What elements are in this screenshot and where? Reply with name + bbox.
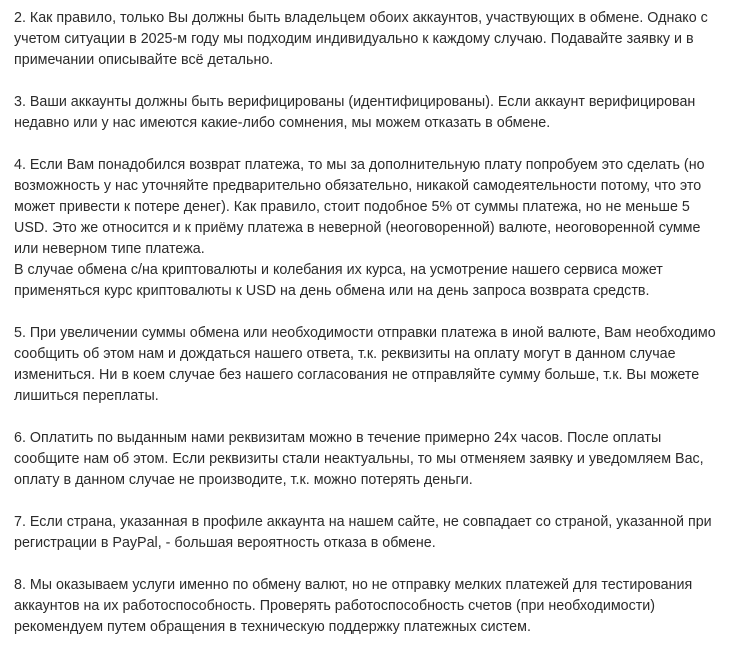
rule-line: сообщить об этом нам и дождаться нашего ответа, т.к. реквизиты на оплату могут в данном случае <box>14 346 676 362</box>
rule-line: учетом ситуации в 2025-м году мы подходим индивидуально к каждому случаю. Подавайте заявку и в <box>14 31 694 47</box>
rule-item-7 <box>14 512 733 554</box>
rule-line: 4. Если Вам понадобился возврат платежа, то мы за дополнительную плату попробуем это сделать (но <box>14 157 705 173</box>
rule-line: оплату в данном случае не производите, т.к. можно потерять деньги. <box>14 472 473 488</box>
rule-item-4 <box>14 155 733 302</box>
rule-item-6 <box>14 428 733 491</box>
rule-line: 5. При увеличении суммы обмена или необходимости отправки платежа в иной валюте, Вам необходимо <box>14 325 716 341</box>
rule-line: аккаунтов на их работоспособность. Проверять работоспособность счетов (при необходимости) <box>14 598 656 614</box>
rule-line: рекомендуем путем обращения в техническую поддержку платежных систем. <box>14 619 531 635</box>
rule-item-5 <box>14 323 733 407</box>
rule-line: может привести к потере денег). Как правило, стоит подобное 5% от суммы платежа, но не меньше 5 <box>14 199 690 215</box>
rule-line: недавно или у нас имеются какие-либо сомнения, мы можем отказать в обмене. <box>14 115 551 131</box>
rule-line: сообщите нам об этом. Если реквизиты стали неактуальны, то мы отменяем заявку и уведомляем Вас, <box>14 451 704 467</box>
rule-line: 8. Мы оказываем услуги именно по обмену валют, но не отправку мелких платежей для тестирования <box>14 577 693 593</box>
rule-line: лишиться переплаты. <box>14 388 159 404</box>
rule-item-8 <box>14 575 733 638</box>
rule-line: измениться. Ни в коем случае без нашего согласования не отправляйте сумму больше, т.к. Вы можете <box>14 367 700 383</box>
rule-line: или неверном типе платежа. <box>14 241 205 257</box>
rule-line: регистрации в PayPal, - большая вероятность отказа в обмене. <box>14 535 436 551</box>
rule-line: USD. Это же относится и к приёму платежа в неверной (неоговоренной) валюте, неоговоренной сумме <box>14 220 701 236</box>
rule-line: применяться курс криптовалюты к USD на день обмена или на день запроса возврата средств. <box>14 283 650 299</box>
rule-item-2 <box>14 8 733 71</box>
rule-line: возможность у нас уточняйте предварительно обязательно, никакой самодеятельности потому, что это <box>14 178 702 194</box>
rule-item-3 <box>14 92 733 134</box>
rule-line: 6. Оплатить по выданным нами реквизитам можно в течение примерно 24х часов. После оплаты <box>14 430 662 446</box>
rule-line: 3. Ваши аккаунты должны быть верифицированы (идентифицированы). Если аккаунт верифицирован <box>14 94 696 110</box>
rule-line: 2. Как правило, только Вы должны быть владельцем обоих аккаунтов, участвующих в обмене. Однако с <box>14 10 708 26</box>
rule-line: В случае обмена с/на криптовалюты и колебания их курса, на усмотрение нашего сервиса может <box>14 262 663 278</box>
rule-line: 7. Если страна, указанная в профиле аккаунта на нашем сайте, не совпадает со страной, указанной при <box>14 514 712 530</box>
rule-line: примечании описывайте всё детально. <box>14 52 274 68</box>
